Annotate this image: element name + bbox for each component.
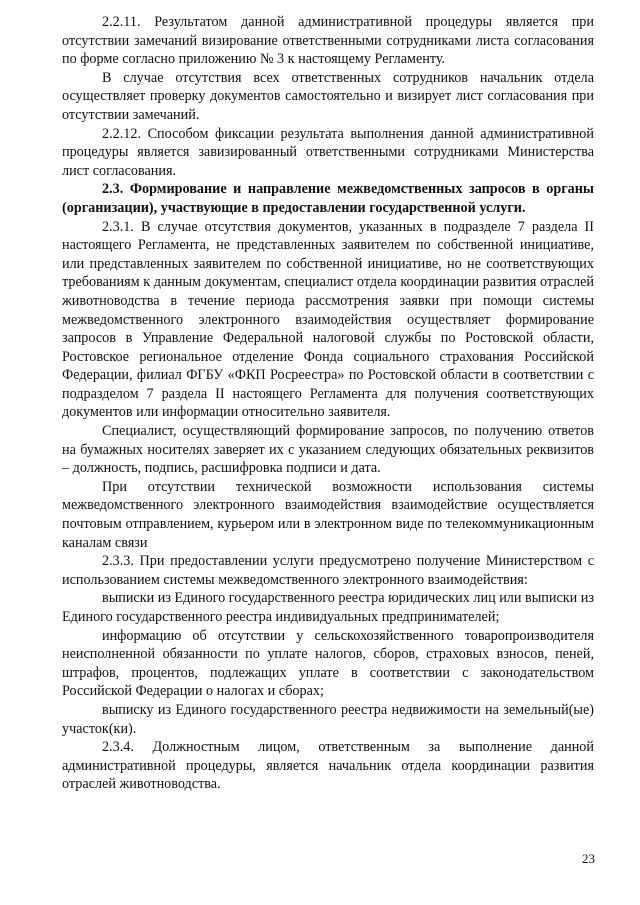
section-heading-2-3: 2.3. Формирование и направление межведомственных запросов в органы (организации), участвующие в предоставлении государственной услуги. — [62, 181, 594, 216]
page-number: 23 — [582, 851, 595, 866]
list-item-egrn-extract: выписку из Единого государственного реестра недвижимости на земельный(ые) участок(ки). — [62, 701, 594, 737]
paragraph-specialist-requests: Специалист, осуществляющий формирование запросов, по получению ответов на бумажных носителях заверяет их с указанием следующих обязательных реквизитов – должность, подпись, расшифровка подписи и дата. — [62, 423, 594, 477]
paragraph-no-responsible-staff: В случае отсутствия всех ответственных сотрудников начальник отдела осуществляет проверку документов самостоятельно и визирует лист согласования при отсутствии замечаний. — [62, 69, 594, 123]
list-item-tax-info: информацию об отсутствии у сельскохозяйственного товаропроизводителя неисполненной обязанности по уплате налогов, сборов, страховых взносов, пеней, штрафов, процентов, подлежащих уплате в соответствии с законодательством Российской Федерации о налогах и сборах; — [62, 627, 594, 700]
paragraph-2-2-12: 2.2.12. Способом фиксации результата выполнения данной административной процедуры является завизированный ответственными сотрудниками Министерства лист согласования. — [62, 125, 594, 179]
document-page — [62, 13, 594, 794]
paragraph-2-3-4: 2.3.4. Должностным лицом, ответственным за выполнение данной административной процедуры, является начальник отдела координации развития отраслей животноводства. — [62, 739, 594, 793]
paragraph-2-2-11: 2.2.11. Результатом данной административной процедуры является при отсутствии замечаний визирование ответственными сотрудниками листа согласования по форме согласно приложению № 3 к настоящему Регламенту. — [62, 14, 594, 68]
list-item-egrul-extract: выписки из Единого государственного реестра юридических лиц или выписки из Единого государственного реестра индивидуальных предпринимателей; — [62, 590, 594, 625]
paragraph-2-3-3: 2.3.3. При предоставлении услуги предусмотрено получение Министерством с использованием системы межведомственного электронного взаимодействия: — [62, 553, 594, 588]
paragraph-2-3-1: 2.3.1. В случае отсутствия документов, указанных в подразделе 7 раздела II настоящего Регламента, не представленных заявителем по собственной инициативе, или представленных заявителем по собственной инициативе, но не соответствующих требованиям к данным документам, специалист отдела координации развития отраслей животноводства в течение периода рассмотрения заявки при помощи системы межведомственного электронного взаимодействия осуществляет формирование запросов в Управление Федеральной налоговой службы по Ростовской области, Ростовское региональное отделение Фонда социального страхования Российской Федерации, филиал ФГБУ «ФКП Росреестра» по Ростовской области в соответствии с подразделом 7 раздела II настоящего Регламента для получения соответствующих документов или информации относительно заявителя. — [62, 218, 594, 421]
paragraph-no-technical-possibility: При отсутствии технической возможности использования системы межведомственного электронного взаимодействия взаимодействие осуществляется почтовым отправлением, курьером или в электронном виде по телекоммуникационным каналам связи — [62, 478, 594, 551]
